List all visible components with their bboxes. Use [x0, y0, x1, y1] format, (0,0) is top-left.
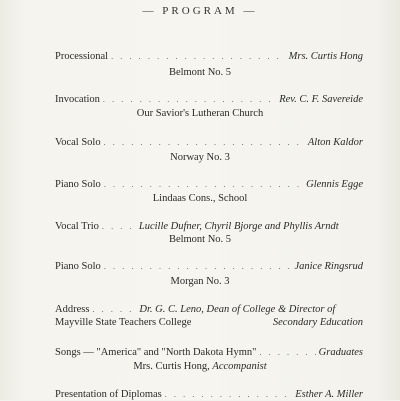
address-title: Secondary Education [272, 317, 363, 328]
item-performer: Graduates [318, 347, 363, 358]
item-performer: Rev. C. F. Savereide [279, 94, 363, 105]
item-note: Lindaas Cons., School [152, 193, 248, 204]
item-label: Vocal Trio [55, 221, 99, 232]
address-college: Mayville State Teachers College [55, 317, 192, 328]
program-item-invocation [55, 93, 363, 106]
item-note: Morgan No. 3 [170, 276, 230, 287]
item-label: Piano Solo [55, 179, 101, 190]
program-item-vocal-solo [55, 136, 363, 149]
accompanist-role: Accompanist [212, 361, 267, 372]
item-note: Our Savior's Lutheran Church [136, 108, 264, 119]
item-note: Belmont No. 5 [168, 67, 232, 78]
address-second-line [55, 316, 363, 329]
item-label: Invocation [55, 94, 100, 105]
leader-dots [104, 178, 303, 191]
leader-dots [259, 346, 315, 359]
item-performer: Esther A. Miller [295, 389, 363, 400]
leader-dots [111, 50, 286, 63]
program-item-processional [55, 50, 363, 63]
item-performer: Mrs. Curtis Hong [288, 51, 363, 62]
leader-dots [104, 136, 305, 149]
program-item-vocal-trio [55, 220, 363, 233]
leader-dots [165, 388, 293, 401]
item-label: Songs — "America" and "North Dakota Hymn" [55, 347, 257, 358]
program-item-piano-solo-1 [55, 178, 363, 191]
program-item-address [55, 303, 363, 316]
item-performer: Dr. G. C. Leno, Dean of College & Director of [139, 304, 336, 315]
program-item-piano-solo-2 [55, 260, 363, 273]
item-note [0, 360, 400, 373]
program-item-songs [55, 346, 363, 359]
leader-dots [92, 303, 136, 316]
program-item-diplomas [55, 388, 363, 401]
item-note: Norway No. 3 [170, 152, 230, 163]
item-label: Address [55, 304, 90, 315]
leader-dots [104, 260, 292, 273]
item-performer: Lucille Dufner, Chyril Bjorge and Phyllis Arndt [138, 221, 339, 232]
item-performer: Glennis Egge [306, 179, 363, 190]
program-title: — PROGRAM — [142, 5, 258, 17]
item-note: Belmont No. 5 [168, 234, 232, 245]
accompanist-name: Mrs. Curtis Hong, [133, 361, 213, 372]
item-label: Presentation of Diplomas [55, 389, 162, 400]
leader-dots [102, 220, 136, 233]
item-performer: Alton Kaldor [307, 137, 363, 148]
item-label: Vocal Solo [55, 137, 101, 148]
item-performer: Janice Ringsrud [294, 261, 363, 272]
leader-dots [103, 93, 276, 106]
item-label: Processional [55, 51, 109, 62]
item-label: Piano Solo [55, 261, 101, 272]
